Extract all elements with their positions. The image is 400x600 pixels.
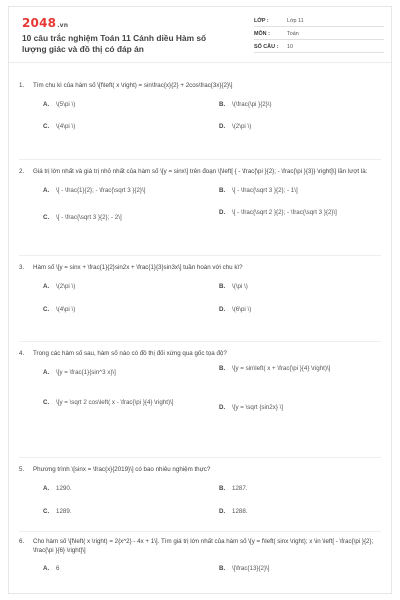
document-page (8, 6, 392, 594)
option-text: \(6\pi \) (232, 306, 252, 314)
option-text: \[ - \frac{\sqrt 2 }{2}; - \frac{\sqrt 3 }{2}\] (232, 209, 337, 217)
question-number: 4. (19, 350, 25, 357)
option-letter: B. (219, 365, 226, 373)
option-letter: B. (219, 485, 226, 493)
option-d[interactable] (219, 208, 367, 217)
divider (19, 457, 381, 458)
divider (19, 159, 381, 160)
question-text: Phương trình \[sinx = \frac{x}{2019}\] có bao nhiêu nghiệm thực? (33, 466, 211, 473)
question-5 (19, 465, 383, 524)
option-letter: A. (43, 369, 50, 377)
option-letter: B. (219, 564, 226, 572)
option-letter: C. (43, 399, 50, 407)
question-number: 2. (19, 168, 25, 175)
option-b[interactable] (219, 100, 367, 109)
question-stem (19, 465, 383, 474)
option-a[interactable] (43, 484, 191, 493)
question-number: 3. (19, 264, 25, 271)
option-b[interactable] (219, 186, 367, 195)
options (43, 282, 383, 322)
site-logo[interactable] (22, 16, 68, 30)
question-number: 1. (19, 82, 25, 89)
option-letter: C. (43, 123, 50, 131)
meta-value: Toán (287, 31, 299, 37)
meta-key: MÔN : (254, 31, 270, 37)
option-text: \[y = \sqrt {sin2x} \] (232, 404, 284, 412)
option-text: 1289. (56, 508, 72, 516)
options (43, 564, 383, 576)
question-1 (19, 81, 383, 140)
option-text: 6 (56, 564, 60, 572)
option-text: \[\frac{13}{2}\] (232, 564, 270, 572)
option-a[interactable] (43, 282, 191, 291)
option-text: \[y = sin\left( x + \frac{\pi }{4} \right)\] (232, 365, 331, 373)
question-2 (19, 167, 383, 236)
option-letter: B. (219, 101, 226, 109)
option-text: \(\frac{\pi }{2}\) (232, 101, 272, 109)
option-letter: A. (43, 101, 50, 109)
option-b[interactable] (219, 364, 367, 373)
divider (19, 255, 381, 256)
option-b[interactable] (219, 282, 367, 291)
options (43, 186, 383, 236)
document-header (9, 7, 391, 63)
option-letter: D. (219, 404, 226, 412)
option-c[interactable] (43, 213, 191, 222)
question-stem (19, 81, 383, 90)
option-a[interactable] (43, 368, 191, 377)
question-6 (19, 537, 383, 576)
option-a[interactable] (43, 186, 191, 195)
option-text: \[ - \frac{\sqrt 3 }{2}; - 2\] (56, 214, 122, 222)
option-letter: D. (219, 306, 226, 314)
option-d[interactable] (219, 122, 367, 131)
option-c[interactable] (43, 122, 191, 131)
option-a[interactable] (43, 564, 191, 573)
option-text: \[y = \frac{1}{sin^3 x}\] (56, 369, 116, 377)
option-letter: C. (43, 214, 50, 222)
page-title: 10 câu trắc nghiệm Toán 11 Cánh diều Hàm số lượng giác và đồ thị có đáp án (22, 33, 207, 54)
option-letter: A. (43, 187, 50, 195)
option-letter: A. (43, 485, 50, 493)
option-text: \(2\pi \) (56, 283, 76, 291)
question-text: Tìm chu kì của hàm số \[f\left( x \right) = sin\frac{x}{2} + 2cos\frac{3x}{2}\] (33, 82, 233, 89)
option-letter: A. (43, 283, 50, 291)
divider (19, 341, 381, 342)
option-c[interactable] (43, 305, 191, 314)
divider (19, 531, 381, 532)
question-text: Cho hàm số \[f\left( x \right) = 2{x^2} - 4x + 1\]. Tìm giá trị lớn nhất của hàm số \[y = f\left( sinx \right); x \in \left[ - \frac{\pi }{2}; \frac{\pi }{6} \right]\] (33, 538, 374, 555)
option-letter: B. (219, 187, 226, 195)
metadata-panel (254, 16, 384, 55)
option-letter: D. (219, 123, 226, 131)
question-stem (19, 263, 383, 272)
meta-key: SỐ CÂU : (254, 44, 279, 50)
question-stem (19, 537, 383, 556)
question-text: Giá trị lớn nhất và giá trị nhỏ nhất của hàm số \[y = sinx\] trên đoạn \[\left[ { - \frac{\pi }{2}; - \frac{\pi }{3}} \right]\] lần lượt là: (33, 168, 368, 175)
question-4 (19, 349, 383, 438)
option-text: \(\pi \) (232, 283, 248, 291)
question-text: Trong các hàm số sau, hàm số nào có đồ thị đối xứng qua gốc tọa độ? (33, 350, 227, 357)
option-a[interactable] (43, 100, 191, 109)
meta-row-count (254, 42, 384, 53)
option-text: 1288. (232, 508, 248, 516)
options (43, 484, 383, 524)
option-text: 1290. (56, 485, 72, 493)
option-letter: C. (43, 508, 50, 516)
question-number: 6. (19, 538, 25, 545)
option-letter: D. (219, 209, 226, 217)
option-letter: D. (219, 508, 226, 516)
question-3 (19, 263, 383, 322)
meta-value: Lớp 11 (287, 18, 304, 24)
option-text: \[ - \frac{\sqrt 3 }{2}; - 1\] (232, 187, 298, 195)
meta-value: 10 (287, 44, 293, 50)
logo-suffix: .vn (57, 22, 69, 29)
option-text: \(2\pi \) (232, 123, 252, 131)
option-b[interactable] (219, 564, 367, 573)
question-text: Hàm số \[y = sinx + \frac{1}{2}sin2x + \frac{1}{3}sin3x\] tuần hoàn với chu kì? (33, 264, 243, 271)
option-letter: B. (219, 283, 226, 291)
option-text: \(4\pi \) (56, 306, 76, 314)
option-text: \[y = \sqrt 2 cos\left( x - \frac{\pi }{4} \right)\] (56, 399, 174, 407)
logo-text: 2048 (22, 16, 57, 30)
meta-row-class (254, 16, 384, 27)
option-d[interactable] (219, 403, 367, 412)
question-stem (19, 167, 383, 176)
option-text: \(5\pi \) (56, 101, 76, 109)
option-b[interactable] (219, 484, 367, 493)
option-text: 1287. (232, 485, 248, 493)
meta-key: LỚP : (254, 18, 269, 24)
options (43, 365, 383, 438)
option-text: \(4\pi \) (56, 123, 76, 131)
meta-row-subject (254, 29, 384, 40)
option-c[interactable] (43, 507, 191, 516)
option-d[interactable] (219, 305, 367, 314)
options (43, 100, 383, 140)
question-stem (19, 349, 383, 358)
option-text: \[ - \frac{1}{2}; - \frac{\sqrt 3 }{2}\] (56, 187, 146, 195)
option-c[interactable] (43, 398, 191, 407)
option-letter: C. (43, 306, 50, 314)
option-d[interactable] (219, 507, 367, 516)
option-letter: A. (43, 564, 50, 572)
question-number: 5. (19, 466, 25, 473)
